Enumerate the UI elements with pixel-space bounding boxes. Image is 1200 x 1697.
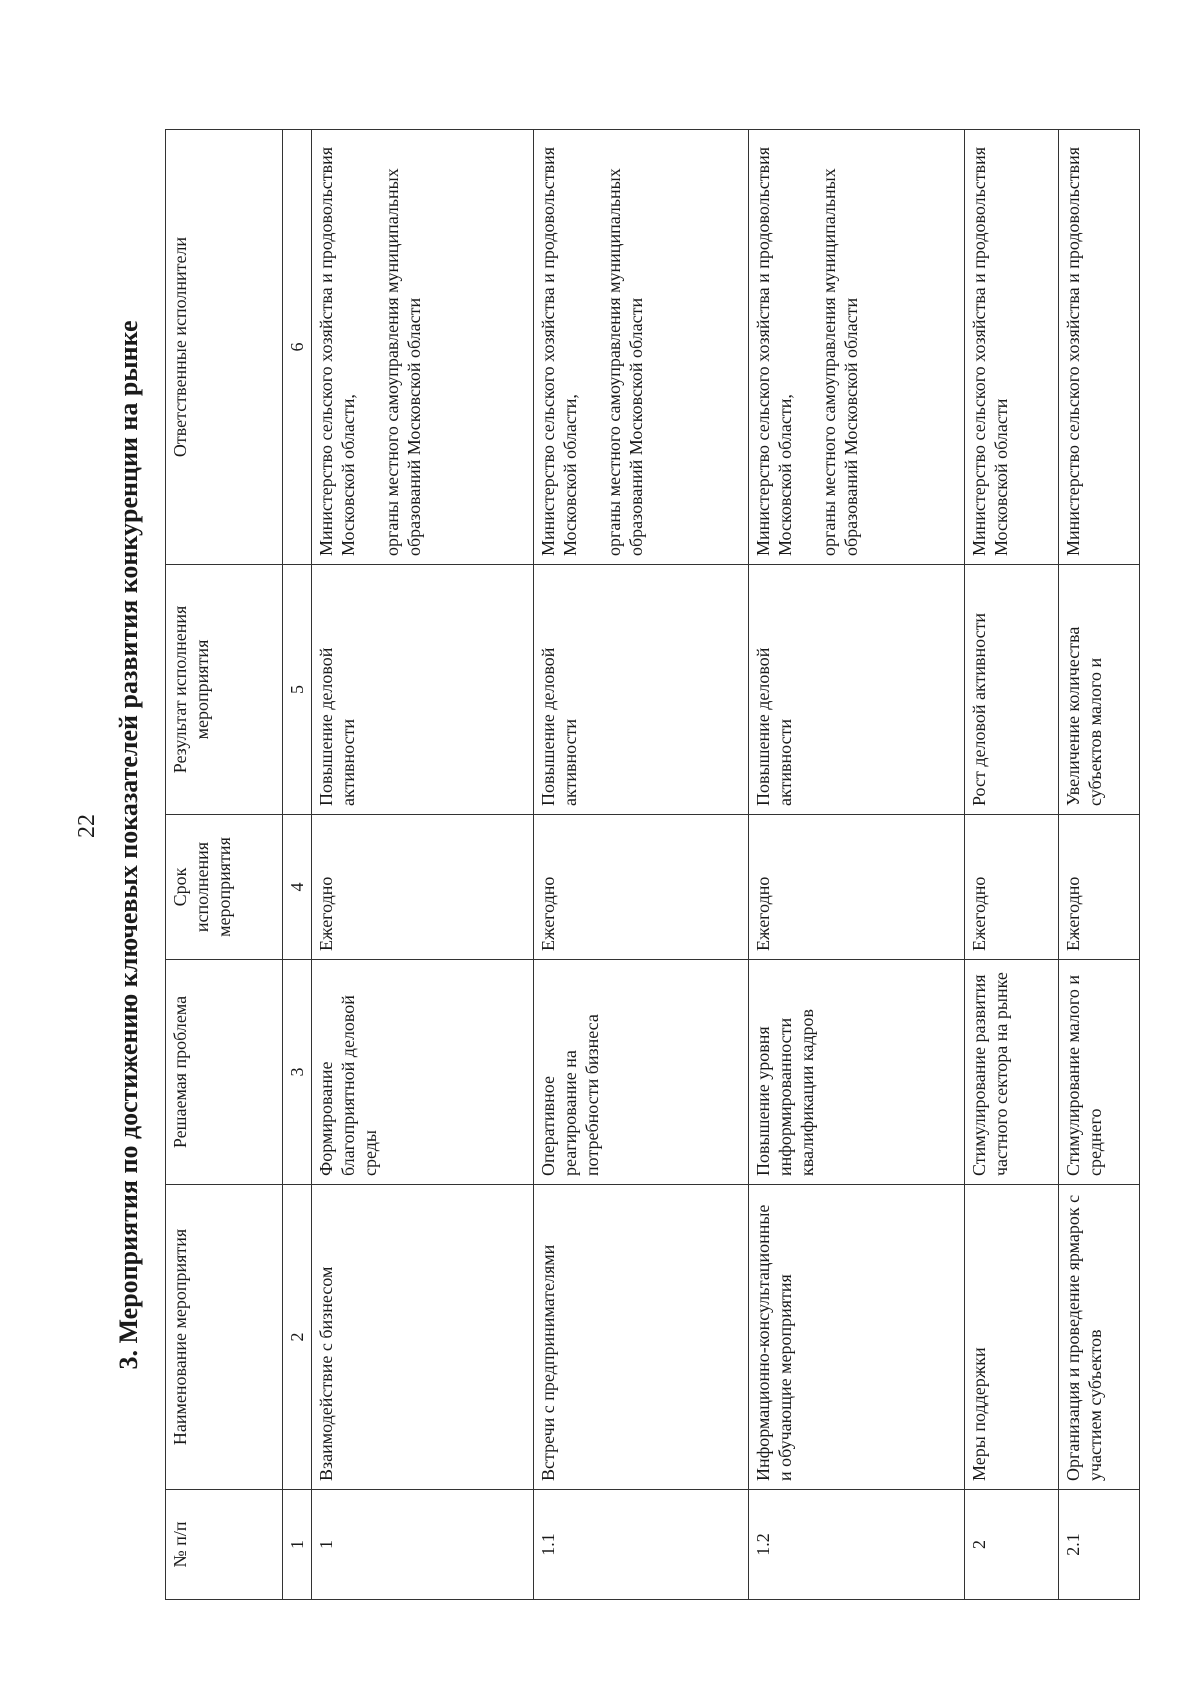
measure-name-cell: Взаимодействие с бизнесом	[312, 1185, 534, 1490]
result-cell: Повышение деловой активности	[749, 565, 965, 815]
table-row	[965, 130, 1059, 1600]
column-number-row	[283, 130, 312, 1600]
executors-cell	[312, 130, 534, 565]
measure-name-cell: Меры поддержки	[965, 1185, 1059, 1490]
executor-text: Министерство сельского хозяйства и продовольствия Московской области,	[753, 146, 796, 556]
header-cell-name: Наименование мероприятия	[166, 1185, 283, 1490]
header-cell-executors: Ответственные исполнители	[166, 130, 283, 565]
column-number-cell: 1	[283, 1490, 312, 1600]
column-number-cell: 2	[283, 1185, 312, 1490]
executor-text: Министерство сельского хозяйства и продовольствия Московской области	[969, 146, 1012, 556]
executors-cell	[1058, 130, 1139, 565]
term-cell: Ежегодно	[312, 815, 534, 960]
table-row	[533, 130, 749, 1600]
column-number-cell: 4	[283, 815, 312, 960]
result-cell: Увеличение количества субъектов малого и	[1058, 565, 1139, 815]
measure-name-cell: Информационно-консультационные и обучающие мероприятия	[749, 1185, 965, 1490]
header-cell-num: № п/п	[166, 1490, 283, 1600]
executor-text: органы местного самоуправления муниципальных образований Московской области	[382, 168, 424, 556]
table-row	[312, 130, 534, 1600]
problem-cell: Повышение уровня информированности квалификации кадров	[749, 960, 965, 1185]
result-cell: Повышение деловой активности	[533, 565, 749, 815]
term-cell: Ежегодно	[965, 815, 1059, 960]
measures-table-rotated	[165, 130, 1140, 1600]
table-row	[749, 130, 965, 1600]
measure-name-cell: Встречи с предпринимателями	[533, 1185, 749, 1490]
measure-name-cell: Организация и проведение ярмарок с участием субъектов	[1058, 1185, 1139, 1490]
executor-text: Министерство сельского хозяйства и продовольствия	[1062, 146, 1083, 556]
term-cell: Ежегодно	[533, 815, 749, 960]
header-row	[166, 130, 283, 1600]
executors-cell	[965, 130, 1059, 565]
executor-text: органы местного самоуправления муниципальных образований Московской области	[819, 168, 862, 556]
term-cell: Ежегодно	[749, 815, 965, 960]
header-cell-result: Результат исполнения мероприятия	[166, 565, 283, 815]
executors-cell	[749, 130, 965, 565]
result-cell: Рост деловой активности	[965, 565, 1059, 815]
page-heading: 3. Мероприятия по достижению ключевых показателей развития конкуренции на рынке	[114, 320, 143, 1370]
result-cell: Повышение деловой активности	[312, 565, 534, 815]
row-number-cell: 2	[965, 1490, 1059, 1600]
executor-text: органы местного самоуправления муниципальных образований Московской области	[603, 168, 646, 556]
header-cell-term: Срок исполнения мероприятия	[166, 815, 283, 960]
column-number-cell: 3	[283, 960, 312, 1185]
table-row	[1058, 130, 1139, 1600]
problem-cell: Стимулирование развития частного сектора на рынке	[965, 960, 1059, 1185]
problem-cell: Стимулирование малого и среднего	[1058, 960, 1139, 1185]
row-number-cell: 1.2	[749, 1490, 965, 1600]
executors-cell	[533, 130, 749, 565]
page-number: 22	[74, 814, 100, 838]
column-number-cell: 5	[283, 565, 312, 815]
executor-text: Министерство сельского хозяйства и продовольствия Московской области,	[537, 146, 580, 556]
row-number-cell: 1.1	[533, 1490, 749, 1600]
row-number-cell: 2.1	[1058, 1490, 1139, 1600]
measures-table	[165, 129, 1140, 1600]
term-cell: Ежегодно	[1058, 815, 1139, 960]
problem-cell: Формирование благоприятной деловой среды	[312, 960, 534, 1185]
executor-text: Министерство сельского хозяйства и продовольствия Московской области,	[316, 146, 358, 556]
header-cell-problem: Решаемая проблема	[166, 960, 283, 1185]
row-number-cell: 1	[312, 1490, 534, 1600]
problem-cell: Оперативное реагирование на потребности бизнеса	[533, 960, 749, 1185]
column-number-cell: 6	[283, 130, 312, 565]
